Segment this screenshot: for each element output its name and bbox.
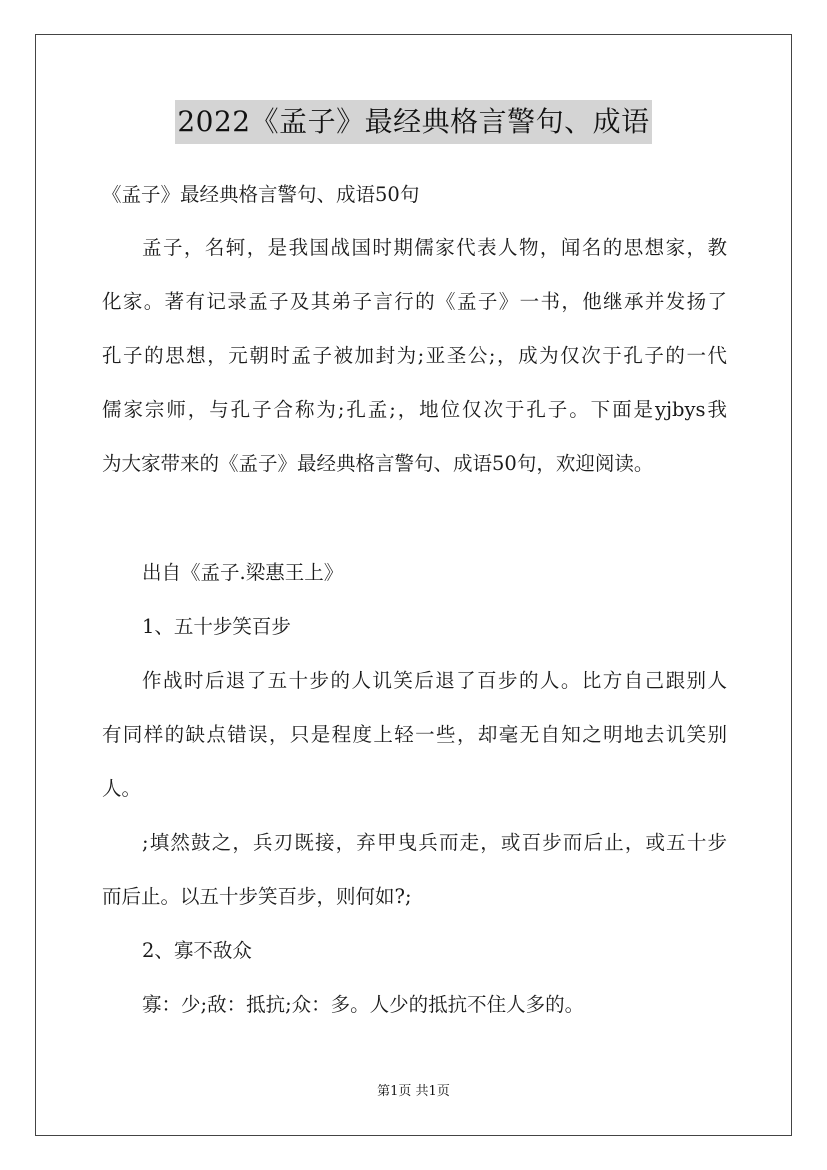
item1-quote-line-1: ;填然鼓之，兵刃既接，弃甲曳兵而走，或百步而后止，或五十步 (142, 831, 727, 854)
item1-quote-line-2: 而后止。以五十步笑百步，则何如?; (102, 885, 412, 908)
item1-explain-line-3: 人。 (102, 777, 142, 800)
page-footer: 第1页 共1页 (377, 1084, 450, 1099)
intro-line-1: 孟子，名轲，是我国战国时期儒家代表人物，闻名的思想家，教 (142, 236, 727, 259)
intro-line-5: 为大家带来的《孟子》最经典格言警句、成语50句，欢迎阅读。 (102, 452, 654, 475)
title-block (0, 100, 827, 144)
item2-explain: 寡：少;敌：抵抗;众：多。人少的抵抗不住人多的。 (142, 993, 585, 1016)
subtitle: 《孟子》最经典格言警句、成语50句 (102, 183, 420, 206)
section-heading: 出自《孟子.梁惠王上》 (142, 561, 344, 584)
intro-line-2: 化家。著有记录孟子及其弟子言行的《孟子》一书，他继承并发扬了 (102, 290, 727, 313)
intro-line-4: 儒家宗师，与孔子合称为;孔孟;，地位仅次于孔子。下面是yjbys我 (102, 398, 727, 421)
item1-explain-line-2: 有同样的缺点错误，只是程度上轻一些，却毫无自知之明地去讥笑别 (102, 723, 727, 746)
intro-line-3: 孔子的思想，元朝时孟子被加封为;亚圣公;，成为仅次于孔子的一代 (102, 344, 727, 367)
document-title: 2022《孟子》最经典格言警句、成语 (175, 100, 651, 144)
item1-explain-line-1: 作战时后退了五十步的人讥笑后退了百步的人。比方自己跟别人 (142, 669, 727, 692)
item2-heading: 2、寡不敌众 (142, 939, 252, 962)
item1-heading: 1、五十步笑百步 (142, 615, 291, 638)
